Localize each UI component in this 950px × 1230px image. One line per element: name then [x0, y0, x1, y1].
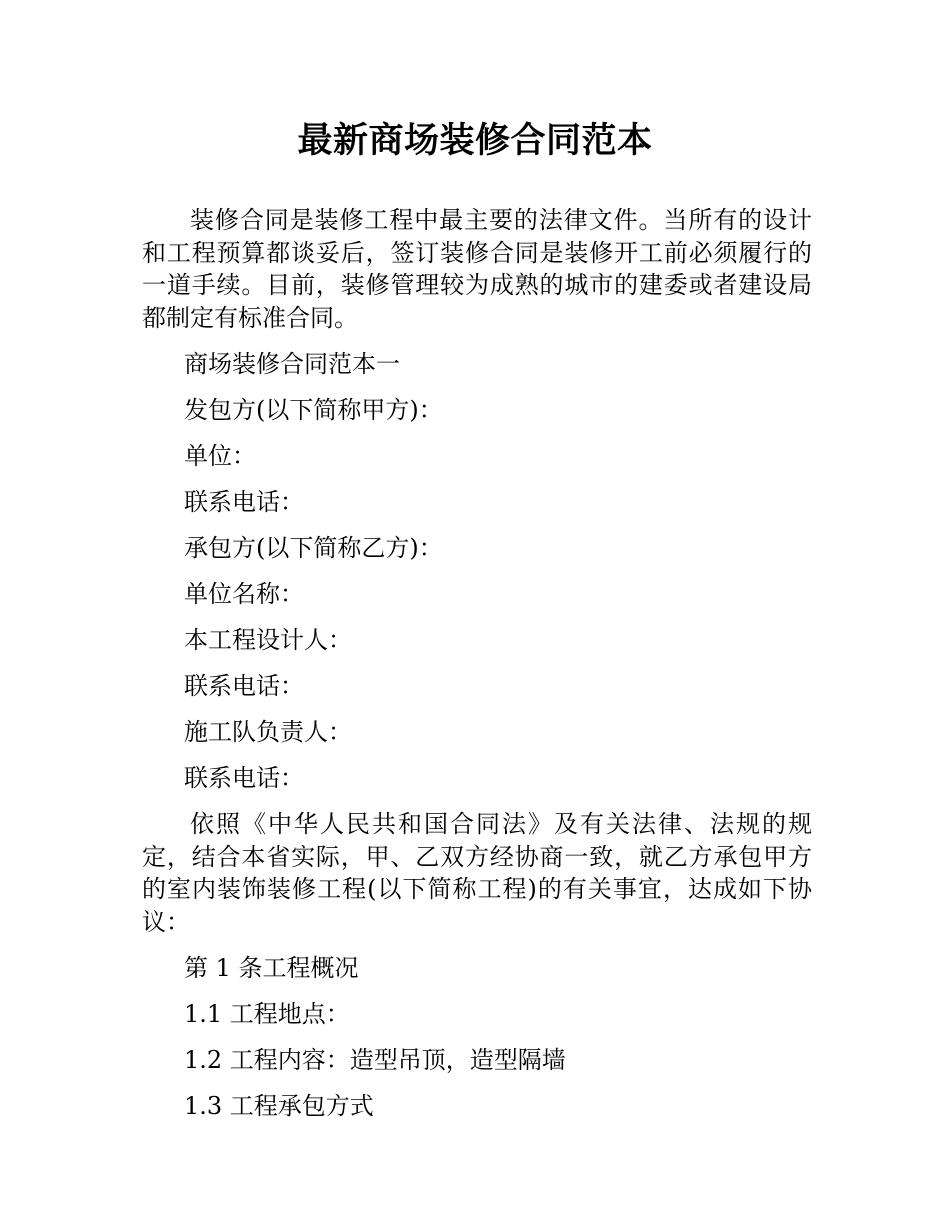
project-designer: 本工程设计人： [184, 626, 352, 654]
construction-team-leader: 施工队负责人： [184, 718, 352, 746]
clause-1-3: 1.3 工程承包方式 [184, 1092, 374, 1120]
team-leader-phone: 联系电话： [184, 764, 304, 792]
article-1-heading: 第 1 条工程概况 [184, 954, 359, 982]
document-title: 最新商场装修合同范本 [297, 121, 653, 161]
party-a-unit: 单位： [184, 442, 256, 470]
party-a-label: 发包方(以下简称甲方)： [184, 396, 443, 424]
document-body [142, 204, 812, 1136]
clause-1-2: 1.2 工程内容：造型吊顶，造型隔墙 [184, 1046, 566, 1074]
party-b-label: 承包方(以下简称乙方)： [184, 534, 443, 562]
party-a-phone: 联系电话： [184, 488, 304, 516]
agreement-paragraph: 依照《中华人民共和国合同法》及有关法律、法规的规定，结合本省实际，甲、乙双方经协商一致，就乙方承包甲方的室内装饰装修工程(以下简称工程)的有关事宜，达成如下协议： [142, 810, 812, 936]
intro-paragraph: 装修合同是装修工程中最主要的法律文件。当所有的设计和工程预算都谈妥后，签订装修合同是装修开工前必须履行的一道手续。目前，装修管理较为成熟的城市的建委或者建设局都制定有标准合同。 [142, 206, 812, 332]
clause-1-1: 1.1 工程地点： [184, 1000, 350, 1028]
designer-phone: 联系电话： [184, 672, 304, 700]
contract-heading: 商场装修合同范本一 [184, 350, 400, 378]
party-b-unit-name: 单位名称： [184, 580, 304, 608]
